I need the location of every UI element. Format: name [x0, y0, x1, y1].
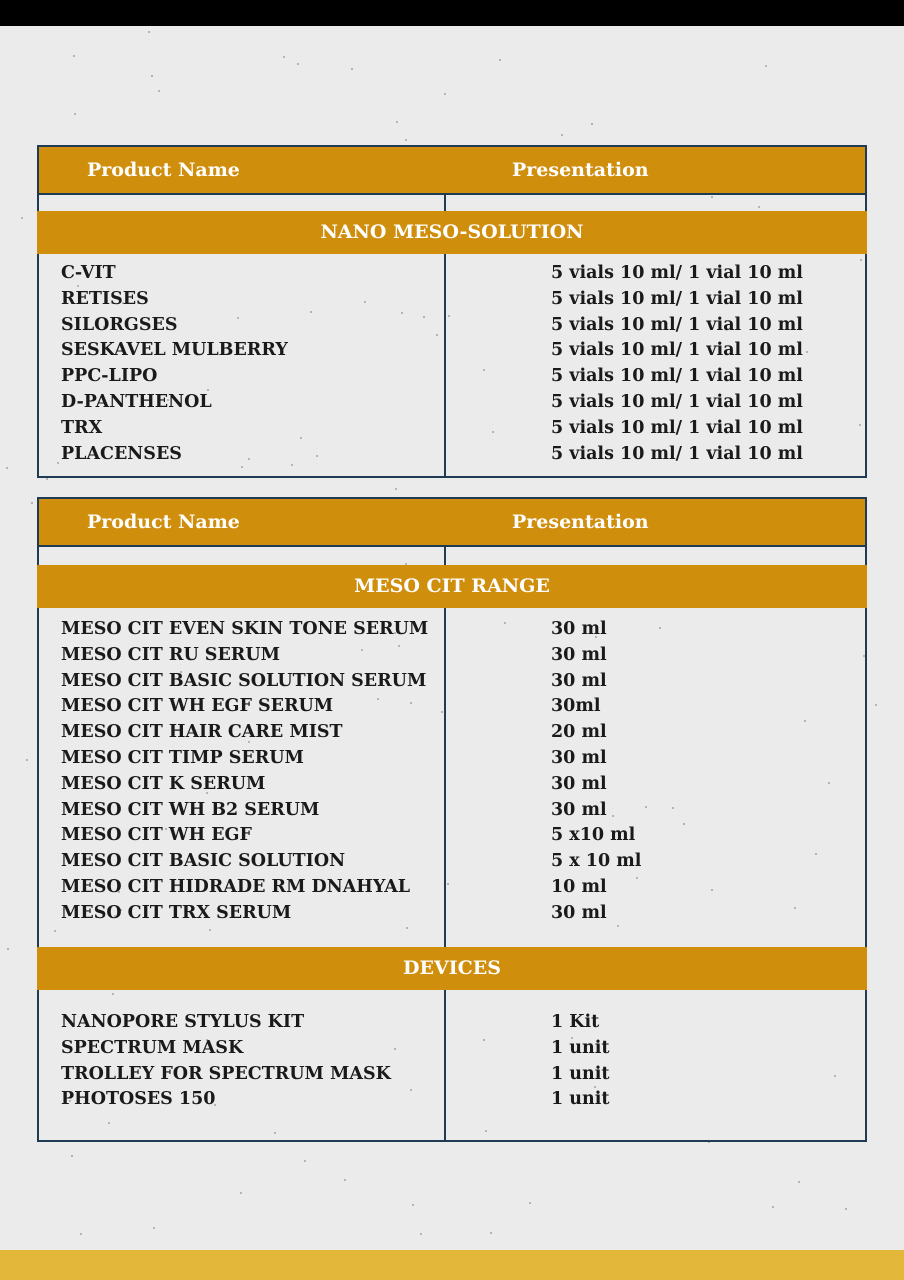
table-row: [39, 416, 865, 442]
paper-speck: [153, 1227, 155, 1229]
header-product-name: Product Name: [87, 511, 240, 533]
table-row: [39, 901, 865, 927]
product-name-cell: MESO CIT WH EGF: [61, 825, 252, 846]
table-row: [39, 669, 865, 695]
paper-speck: [80, 1233, 82, 1235]
header-presentation: Presentation: [512, 159, 649, 181]
product-name-cell: C-VIT: [61, 263, 116, 283]
table-row: [39, 617, 865, 643]
table-row: [39, 1087, 865, 1113]
paper-speck: [151, 75, 153, 77]
table-header: [39, 147, 865, 195]
paper-speck: [148, 31, 150, 33]
section-rows: [39, 617, 865, 927]
table-row: [39, 694, 865, 720]
product-name-cell: MESO CIT BASIC SOLUTION: [61, 851, 346, 872]
paper-speck: [7, 948, 9, 950]
product-name-cell: MESO CIT RU SERUM: [61, 644, 280, 665]
paper-speck: [412, 1204, 414, 1206]
product-name-cell: MESO CIT HIDRADE RM DNAHYAL: [61, 876, 411, 897]
presentation-cell: 30 ml: [551, 747, 607, 768]
product-name-cell: MESO CIT K SERUM: [61, 773, 266, 794]
table-row: [39, 364, 865, 390]
section-title-meso-cit-range: MESO CIT RANGE: [37, 565, 867, 608]
presentation-cell: 5 x 10 ml: [551, 851, 642, 872]
table-row: [39, 338, 865, 364]
table-row: [39, 720, 865, 746]
table-row: [39, 1062, 865, 1088]
presentation-cell: 5 vials 10 ml/ 1 vial 10 ml: [551, 314, 803, 335]
paper-speck: [73, 55, 75, 57]
paper-speck: [798, 1181, 800, 1183]
paper-speck: [74, 113, 76, 115]
product-name-cell: MESO CIT TRX SERUM: [61, 902, 292, 923]
presentation-cell: 1 unit: [551, 1089, 610, 1110]
paper-speck: [21, 217, 23, 219]
paper-speck: [405, 139, 407, 141]
presentation-cell: 10 ml: [551, 876, 607, 897]
paper-speck: [772, 1206, 774, 1208]
table-row: [39, 823, 865, 849]
product-table-nano-meso: [37, 145, 867, 478]
table-row: [39, 798, 865, 824]
presentation-cell: 5 vials 10 ml/ 1 vial 10 ml: [551, 263, 803, 283]
product-table-meso-cit: [37, 497, 867, 1142]
header-presentation: Presentation: [512, 511, 649, 533]
paper-speck: [304, 1160, 306, 1162]
table-row: [39, 313, 865, 339]
paper-speck: [765, 65, 767, 67]
product-name-cell: SESKAVEL MULBERRY: [61, 340, 288, 361]
paper-speck: [395, 488, 397, 490]
paper-speck: [420, 1233, 422, 1235]
product-name-cell: MESO CIT BASIC SOLUTION SERUM: [61, 670, 427, 691]
header-product-name: Product Name: [87, 159, 240, 181]
product-name-cell: MESO CIT WH B2 SERUM: [61, 799, 320, 820]
paper-speck: [46, 478, 48, 480]
product-name-cell: RETISES: [61, 288, 149, 309]
section-title-nano-meso-solution: NANO MESO-SOLUTION: [37, 211, 867, 254]
table-row: [39, 390, 865, 416]
paper-speck: [845, 1208, 847, 1210]
table-row: [39, 287, 865, 313]
paper-speck: [875, 704, 877, 706]
presentation-cell: 5 vials 10 ml/ 1 vial 10 ml: [551, 391, 803, 412]
product-name-cell: NANOPORE STYLUS KIT: [61, 1012, 305, 1032]
presentation-cell: 5 vials 10 ml/ 1 vial 10 ml: [551, 417, 803, 438]
paper-speck: [26, 759, 28, 761]
table-row: [39, 746, 865, 772]
paper-speck: [396, 121, 398, 123]
table-row: [39, 772, 865, 798]
presentation-cell: 30 ml: [551, 644, 607, 665]
paper-speck: [31, 502, 33, 504]
presentation-cell: 5 vials 10 ml/ 1 vial 10 ml: [551, 443, 803, 464]
presentation-cell: 30 ml: [551, 670, 607, 691]
product-name-cell: SILORGSES: [61, 314, 178, 335]
table-row: [39, 875, 865, 901]
paper-speck: [499, 59, 501, 61]
product-name-cell: MESO CIT EVEN SKIN TONE SERUM: [61, 619, 429, 639]
table-row: [39, 849, 865, 875]
paper-speck: [71, 1155, 73, 1157]
product-name-cell: SPECTRUM MASK: [61, 1037, 244, 1058]
section-title-devices: DEVICES: [37, 947, 867, 990]
product-name-cell: PLACENSES: [61, 443, 182, 464]
paper-speck: [283, 56, 285, 58]
product-name-cell: MESO CIT HAIR CARE MIST: [61, 722, 343, 743]
paper-speck: [490, 1232, 492, 1234]
presentation-cell: 1 unit: [551, 1037, 610, 1058]
table-row: [39, 1010, 865, 1036]
paper-speck: [444, 93, 446, 95]
top-black-bar: [0, 0, 904, 26]
table-row: [39, 442, 865, 468]
paper-speck: [297, 63, 299, 65]
presentation-cell: 5 vials 10 ml/ 1 vial 10 ml: [551, 288, 803, 309]
presentation-cell: 30ml: [551, 696, 601, 717]
presentation-cell: 30 ml: [551, 799, 607, 820]
presentation-cell: 5 x10 ml: [551, 825, 636, 846]
table-row: [39, 261, 865, 287]
section-rows: [39, 261, 865, 467]
table-header: [39, 499, 865, 547]
paper-speck: [591, 123, 593, 125]
product-name-cell: MESO CIT WH EGF SERUM: [61, 696, 334, 717]
presentation-cell: 1 Kit: [551, 1012, 600, 1032]
table-row: [39, 1036, 865, 1062]
product-name-cell: PHOTOSES 150: [61, 1089, 216, 1110]
product-name-cell: TROLLEY FOR SPECTRUM MASK: [61, 1063, 391, 1084]
paper-speck: [6, 467, 8, 469]
presentation-cell: 5 vials 10 ml/ 1 vial 10 ml: [551, 366, 803, 387]
paper-speck: [561, 134, 563, 136]
paper-speck: [240, 1192, 242, 1194]
presentation-cell: 30 ml: [551, 619, 607, 639]
presentation-cell: 20 ml: [551, 722, 607, 743]
presentation-cell: 5 vials 10 ml/ 1 vial 10 ml: [551, 340, 803, 361]
section-rows: [39, 1010, 865, 1113]
paper-speck: [158, 90, 160, 92]
presentation-cell: 30 ml: [551, 773, 607, 794]
paper-speck: [351, 68, 353, 70]
presentation-cell: 30 ml: [551, 902, 607, 923]
product-name-cell: MESO CIT TIMP SERUM: [61, 747, 304, 768]
product-name-cell: PPC-LIPO: [61, 366, 158, 387]
bottom-gold-bar: [0, 1250, 904, 1280]
product-name-cell: TRX: [61, 417, 103, 438]
paper-speck: [344, 1179, 346, 1181]
product-name-cell: D-PANTHENOL: [61, 391, 212, 412]
table-row: [39, 643, 865, 669]
paper-speck: [529, 1202, 531, 1204]
presentation-cell: 1 unit: [551, 1063, 610, 1084]
